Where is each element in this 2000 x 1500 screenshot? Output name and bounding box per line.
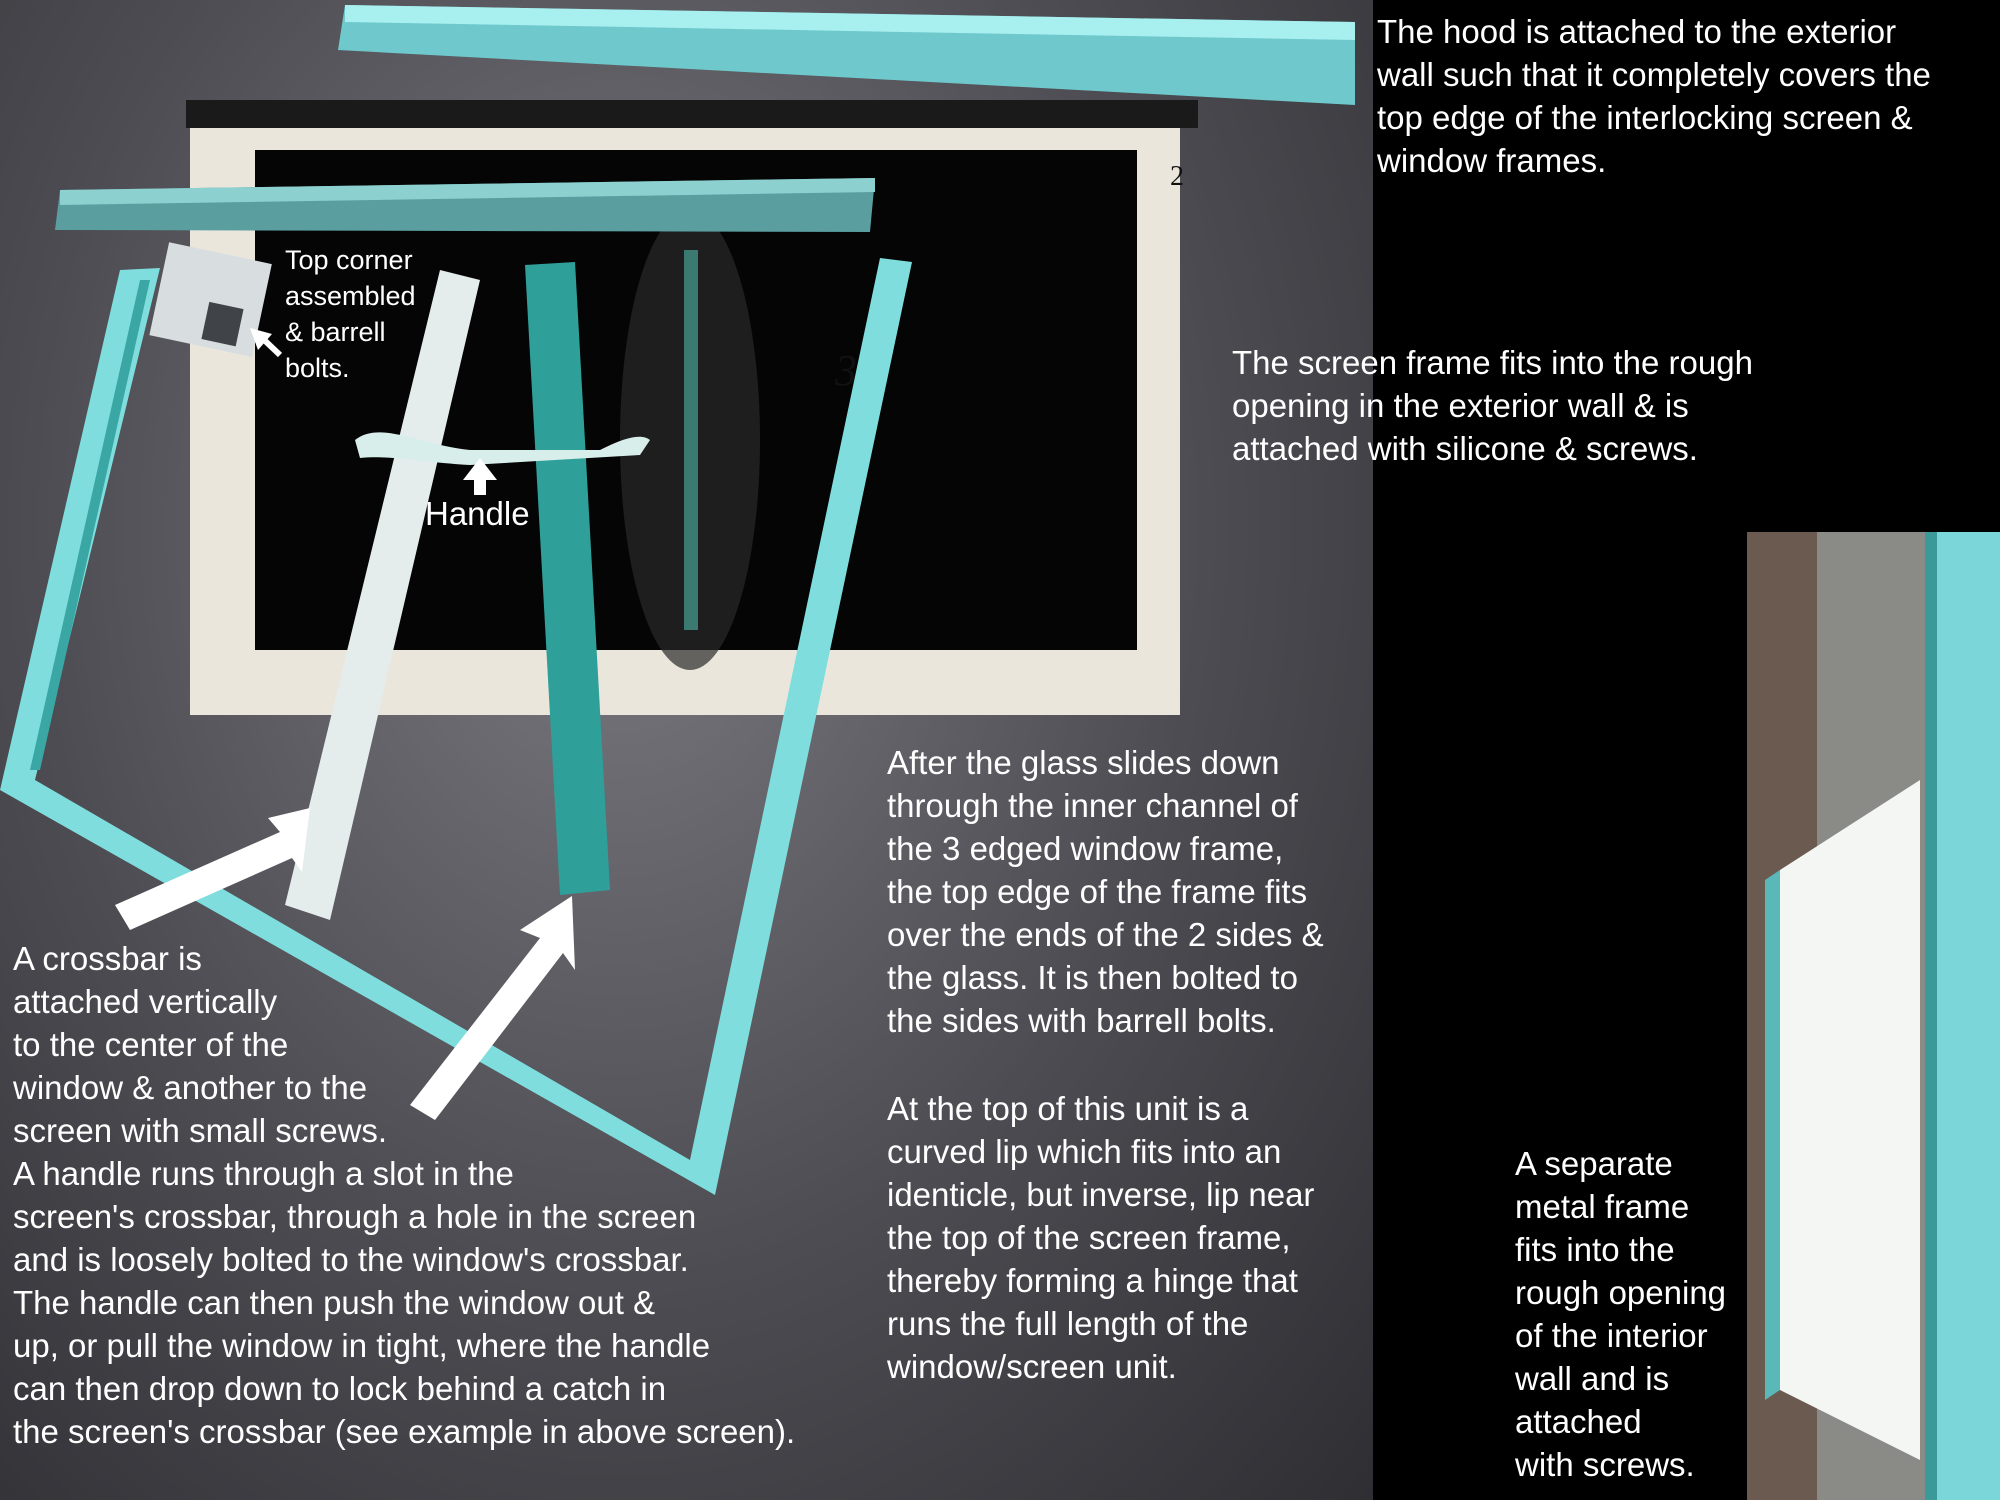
glass-description: After the glass slides down through the inner channel of the 3 edged window frame, the top edge of the frame fits over the ends of the 2 sides & the glass. It is then bolted to the sides with barrell bolts.	[887, 744, 1324, 1039]
hood-description: The hood is attached to the exterior wall such that it completely covers the top edge of the interlocking screen & window frames.	[1377, 13, 1931, 179]
window-number: 2	[1170, 161, 1184, 192]
top-corner-label: Top corner assembled & barrell bolts.	[285, 245, 416, 383]
handle-label: Handle	[425, 495, 530, 532]
lip-description: At the top of this unit is a curved lip which fits into an identicle, but inverse, lip near the top of the screen frame, thereby forming a hinge that runs the full length of the window/screen unit.	[887, 1090, 1315, 1385]
screen-number: 3	[835, 346, 857, 395]
metal-frame-description: A separate metal frame fits into the rough opening of the interior wall and is attached with screws.	[1515, 1145, 1727, 1483]
interior-frame-photo	[1747, 532, 2000, 1500]
screen-frame-description: The screen frame fits into the rough opening in the exterior wall & is attached with silicone & screws.	[1232, 344, 1753, 467]
crossbar-description: A crossbar is attached vertically to the center of the window & another to the screen with small screws. A handle runs through a slot in the screen's crossbar, through a hole in the screen and is loosely bolted to the window's crossbar. The handle can then push the window out & up, or pull the window in tight, where the handle can then drop down to lock behind a catch in the screen's crossbar (see example in above screen).	[13, 940, 796, 1450]
